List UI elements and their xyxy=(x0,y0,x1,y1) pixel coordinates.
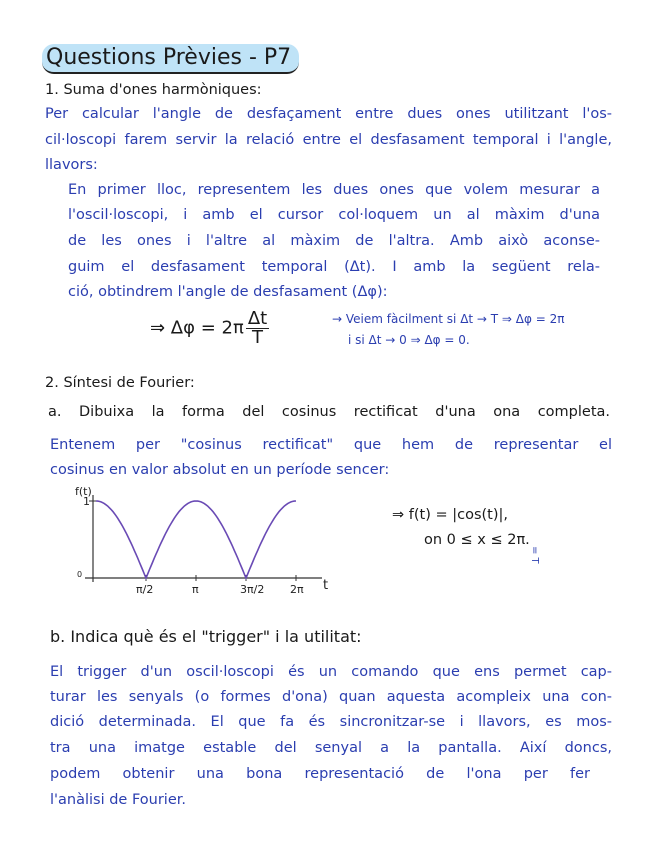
part-b-answer-line: l'anàlisi de Fourier. xyxy=(50,792,186,808)
x-tick-label: π xyxy=(192,583,199,596)
part-b-answer-line: El trigger d'un oscil·loscopi és un comando que ens permet cap- xyxy=(50,664,612,680)
para-line: ció, obtindrem l'angle de desfasament (Δφ): xyxy=(68,284,388,300)
part-b-answer-line: turar les senyals (o formes d'ona) quan aquesta acompleix una con- xyxy=(50,689,612,705)
para-line: guim el desfasament temporal (Δt). I amb la següent rela- xyxy=(68,259,600,275)
x-tick-label: π/2 xyxy=(136,583,154,596)
x-tick-label: 3π/2 xyxy=(240,583,265,596)
section-2-heading: 2. Síntesi de Fourier: xyxy=(45,375,195,391)
part-b-answer-line: tra una imatge estable del senyal a la pantalla. Així doncs, xyxy=(50,740,612,756)
y-tick-label: 1 xyxy=(83,495,90,508)
para-line: de les ones i l'altre al màxim de l'altra. Amb això aconse- xyxy=(68,233,600,249)
page-title: Questions Prèvies - P7 xyxy=(42,44,299,74)
y-axis-label: f(t) xyxy=(75,485,92,498)
formula-denominator: T xyxy=(252,327,263,348)
period-note: = T xyxy=(529,546,540,564)
part-b-heading: b. Indica què és el "trigger" i la utilitat: xyxy=(50,627,362,646)
x-tick-label: 2π xyxy=(290,583,304,596)
domain-formula: on 0 ≤ x ≤ 2π. xyxy=(424,532,530,548)
intro-line: Per calcular l'angle de desfaçament entre dues ones utilitzant l'os- xyxy=(45,106,612,122)
x-axis-label: t xyxy=(323,578,329,593)
para-line: En primer lloc, representem les dues ones que volem mesurar a xyxy=(68,182,600,198)
part-b-answer-line: dició determinada. El que fa és sincronitzar-se i llavors, es mos- xyxy=(50,714,612,730)
y-tick-label: 0 xyxy=(77,570,83,579)
section-1-heading: 1. Suma d'ones harmòniques: xyxy=(45,82,262,98)
abs-cos-formula: ⇒ f(t) = |cos(t)|, xyxy=(392,507,509,523)
intro-line: llavors: xyxy=(45,157,98,173)
part-a-answer-line: cosinus en valor absolut en un període sencer: xyxy=(50,462,390,478)
formula-lhs: ⇒ Δφ = 2π xyxy=(150,317,244,339)
abs-cosine-curve xyxy=(96,501,296,578)
para-line: l'oscil·loscopi, i amb el cursor col·loquem un al màxim d'una xyxy=(68,207,600,223)
formula-note: i si Δt → 0 ⇒ Δφ = 0. xyxy=(348,333,470,347)
part-a-heading: a. Dibuixa la forma del cosinus rectificat d'una ona completa. xyxy=(48,404,610,420)
part-b-answer-line: podem obtenir una bona representació de l'ona per fer xyxy=(50,766,590,782)
formula-note: → Veiem fàcilment si Δt → T ⇒ Δφ = 2π xyxy=(332,312,565,326)
part-a-answer-line: Entenem per "cosinus rectificat" que hem de representar el xyxy=(50,437,612,453)
intro-line: cil·loscopi farem servir la relació entre el desfasament temporal i l'angle, xyxy=(45,132,612,148)
formula-numerator: Δt xyxy=(247,308,268,329)
